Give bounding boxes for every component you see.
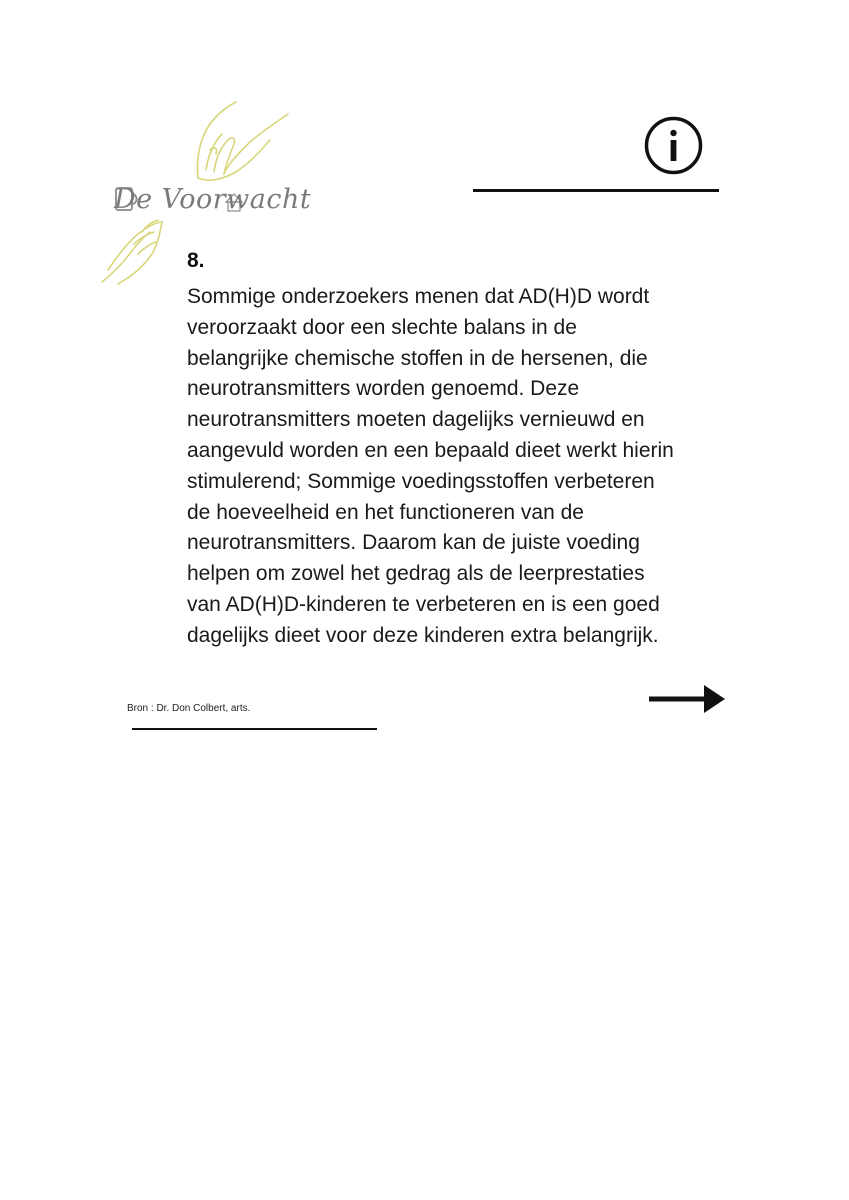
info-icon[interactable] [644, 116, 703, 175]
source-citation: Bron : Dr. Don Colbert, arts. [127, 703, 251, 714]
paragraph-line: neurotransmitters moeten dagelijks vernieuwd en [187, 408, 645, 432]
item-number: 8. [187, 249, 205, 272]
header-divider [473, 189, 719, 192]
paragraph-line: belangrijke chemische stoffen in de hersenen, die [187, 346, 648, 370]
paragraph-line: helpen om zowel het gedrag als de leerprestaties [187, 562, 645, 586]
paragraph-line: Sommige onderzoekers menen dat AD(H)D wordt [187, 285, 650, 308]
paragraph-line: aangevuld worden en een bepaald dieet werkt hierin [187, 438, 674, 462]
paragraph-line: veroorzaakt door een slechte balans in de [187, 315, 577, 339]
paragraph-line: van AD(H)D-kinderen te verbeteren en is een goed [187, 592, 660, 616]
paragraph-line: dagelijks dieet voor deze kinderen extra belangrijk. [187, 623, 659, 647]
body-paragraph [187, 282, 717, 652]
arrow-right-icon[interactable] [648, 683, 726, 715]
logo-text: De Voorwacht [114, 184, 312, 215]
paragraph-line: neurotransmitters worden genoemd. Deze [187, 377, 580, 401]
paragraph-line: de hoeveelheid en het functioneren van de [187, 500, 584, 524]
paragraph-line: stimulerend; Sommige voedingsstoffen verbeteren [187, 469, 655, 493]
footer-divider [132, 728, 377, 730]
paragraph-line: neurotransmitters. Daarom kan de juiste voeding [187, 531, 640, 555]
